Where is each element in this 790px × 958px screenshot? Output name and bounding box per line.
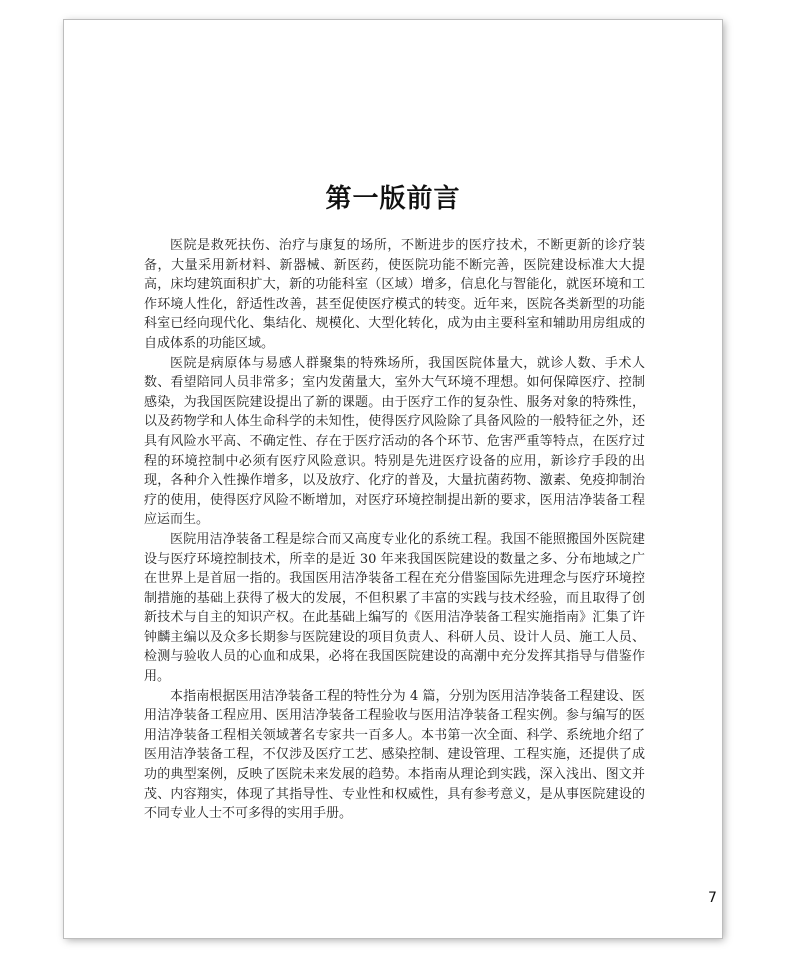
preface-body	[144, 236, 645, 824]
page-number: 7	[708, 890, 717, 906]
document-page	[64, 20, 722, 938]
paragraph-3: 医院用洁净装备工程是综合而又高度专业化的系统工程。我国不能照搬国外医院建设与医疗环境控制技术，所幸的是近 30 年来我国医院建设的数量之多、分布地域之广在世界上是首屈一指的。我国医用洁净装备工程在充分借鉴国际先进理念与医疗环境控制措施的基础上获得了极大的发展，不但积累了丰富的实践与技术经验，而且取得了创新技术与自主的知识产权。在此基础上编写的《医用洁净装备工程实施指南》汇集了许钟麟主编以及众多长期参与医院建设的项目负责人、科研人员、设计人员、施工人员、检测与验收人员的心血和成果，必将在我国医院建设的高潮中充分发挥其指导与借鉴作用。	[144, 531, 645, 685]
paragraph-4: 本指南根据医用洁净装备工程的特性分为 4 篇，分别为医用洁净装备工程建设、医用洁净装备工程应用、医用洁净装备工程验收与医用洁净装备工程实例。参与编写的医用洁净装备工程相关领域著名专家共一百多人。本书第一次全面、科学、系统地介绍了医用洁净装备工程，不仅涉及医疗工艺、感染控制、建设管理、工程实施，还提供了成功的典型案例，反映了医院未来发展的趋势。本指南从理论到实践，深入浅出、图文并茂、内容翔实，体现了其指导性、专业性和权威性，具有参考意义，是从事医院建设的不同专业人士不可多得的实用手册。	[144, 688, 645, 822]
page-title: 第一版前言	[325, 184, 461, 214]
paragraph-2: 医院是病原体与易感人群聚集的特殊场所，我国医院体量大，就诊人数、手术人数、看望陪同人员非常多；室内发菌量大，室外大气环境不理想。如何保障医疗、控制感染，为我国医院建设提出了新的课题。由于医疗工作的复杂性、服务对象的特殊性，以及药物学和人体生命科学的未知性，使得医疗风险除了具备风险的一般特征之外，还具有风险水平高、不确定性、存在于医疗活动的各个环节、危害严重等特点，在医疗过程的环境控制中必须有医疗风险意识。特别是先进医疗设备的应用，新诊疗手段的出现，各种介入性操作增多，以及放疗、化疗的普及，大量抗菌药物、激素、免疫抑制治疗的使用，使得医疗风险不断增加，对医疗环境控制提出新的要求，医用洁净装备工程应运而生。	[144, 355, 645, 528]
paragraph-1: 医院是救死扶伤、治疗与康复的场所，不断进步的医疗技术，不断更新的诊疗装备，大量采用新材料、新器械、新医药，使医院功能不断完善，医院建设标准大大提高，床均建筑面积扩大，新的功能科室（区域）增多，信息化与智能化，就医环境和工作环境人性化，舒适性改善，甚至促使医疗模式的转变。近年来，医院各类新型的功能科室已经向现代化、集结化、规模化、大型化转化，成为由主要科室和辅助用房组成的自成体系的功能区域。	[144, 238, 645, 351]
